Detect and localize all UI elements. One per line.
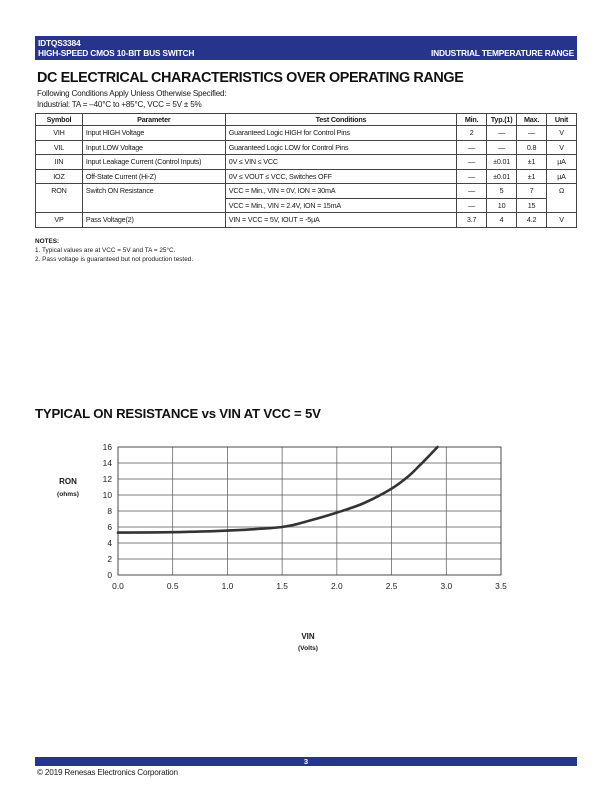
ron-curve	[118, 447, 438, 533]
y-tick-label: 6	[107, 522, 112, 532]
symbol-cell: VIL	[36, 140, 83, 155]
column-header: Symbol	[36, 114, 83, 126]
x-tick-label: 3.0	[440, 581, 453, 591]
max-cell: 4.2	[517, 213, 547, 228]
column-header: Min.	[457, 114, 487, 126]
y-tick-label: 0	[107, 570, 112, 580]
typ-cell: 4	[487, 213, 517, 228]
condition-cell: 0V ≤ VIN ≤ VCC	[225, 155, 456, 170]
x-tick-label: 0.0	[112, 581, 124, 591]
typ-cell: —	[487, 126, 517, 141]
min-cell: —	[457, 140, 487, 155]
parameter-cell: Off-State Current (Hi-Z)	[82, 169, 225, 184]
page-number: 3	[303, 757, 309, 766]
parameter-cell: Input Leakage Current (Control Inputs)	[82, 155, 225, 170]
condition-cell: Guaranteed Logic LOW for Control Pins	[225, 140, 456, 155]
part-number: IDTQS3384	[38, 38, 81, 48]
x-tick-label: 0.5	[166, 581, 179, 591]
y-axis-name: RON	[59, 477, 77, 486]
column-header: Typ.(1)	[487, 114, 517, 126]
part-description: HIGH-SPEED CMOS 10-BIT BUS SWITCH	[38, 48, 195, 58]
condition-cell: 0V ≤ VOUT ≤ VCC, Switches OFF	[225, 169, 456, 184]
industrial-conditions: Industrial: TA = –40°C to +85°C, VCC = 5V ± 5%	[37, 100, 202, 109]
typ-cell: ±0.01	[487, 169, 517, 184]
unit-cell: Ω	[547, 184, 577, 213]
min-cell: —	[457, 169, 487, 184]
parameter-cell: Switch ON Resistance	[82, 184, 225, 213]
symbol-cell: IOZ	[36, 169, 83, 184]
unit-cell: µA	[547, 169, 577, 184]
y-tick-label: 12	[102, 474, 112, 484]
temperature-range: INDUSTRIAL TEMPERATURE RANGE	[431, 48, 574, 58]
x-axis-name: VIN	[301, 632, 315, 641]
min-cell: —	[457, 155, 487, 170]
condition-cell: Guaranteed Logic HIGH for Control Pins	[225, 126, 456, 141]
max-cell: 15	[517, 198, 547, 213]
typ-cell: ±0.01	[487, 155, 517, 170]
condition-cell: VIN = VCC = 5V, IOUT = -5µA	[225, 213, 456, 228]
column-header: Test Conditions	[225, 114, 456, 126]
min-cell: 3.7	[457, 213, 487, 228]
unit-cell: V	[547, 140, 577, 155]
typ-cell: 10	[487, 198, 517, 213]
column-header: Unit	[547, 114, 577, 126]
note-item: 2. Pass voltage is guaranteed but not production tested.	[35, 256, 194, 263]
note-item: 1. Typical values are at VCC = 5V and TA = 25°C.	[35, 247, 176, 254]
unit-cell: V	[547, 213, 577, 228]
min-cell: —	[457, 184, 487, 199]
unit-cell: µA	[547, 155, 577, 170]
conditions-note: Following Conditions Apply Unless Otherwise Specified:	[37, 89, 227, 98]
y-tick-label: 4	[107, 538, 112, 548]
x-axis-unit: (Volts)	[297, 645, 319, 652]
section-title: DC ELECTRICAL CHARACTERISTICS OVER OPERATING RANGE	[37, 70, 464, 86]
page-number-bar	[35, 757, 577, 766]
unit-cell: V	[547, 126, 577, 141]
y-tick-label: 16	[102, 442, 112, 452]
symbol-cell: RON	[36, 184, 83, 213]
x-tick-label: 2.5	[385, 581, 398, 591]
parameter-cell: Input HIGH Voltage	[82, 126, 225, 141]
max-cell: ±1	[517, 169, 547, 184]
symbol-cell: IIN	[36, 155, 83, 170]
condition-cell: VCC = Min., VIN = 2.4V, ION = 15mA	[225, 198, 456, 213]
column-header: Parameter	[82, 114, 225, 126]
y-tick-label: 14	[102, 458, 112, 468]
x-tick-label: 1.0	[221, 581, 234, 591]
x-tick-label: 1.5	[276, 581, 288, 591]
y-axis-unit: (ohms)	[57, 491, 79, 498]
typ-cell: 5	[487, 184, 517, 199]
copyright: © 2019 Renesas Electronics Corporation	[37, 768, 178, 777]
condition-cell: VCC = Min., VIN = 0V, ION = 30mA	[225, 184, 456, 199]
y-tick-label: 10	[102, 490, 112, 500]
notes-heading: NOTES:	[35, 238, 60, 245]
max-cell: ±1	[517, 155, 547, 170]
symbol-cell: VP	[36, 213, 83, 228]
y-tick-label: 2	[107, 554, 112, 564]
min-cell: 2	[457, 126, 487, 141]
parameter-cell: Input LOW Voltage	[82, 140, 225, 155]
symbol-cell: VIH	[36, 126, 83, 141]
x-tick-label: 2.0	[331, 581, 343, 591]
max-cell: 0.8	[517, 140, 547, 155]
parameter-cell: Pass Voltage(2)	[82, 213, 225, 228]
x-tick-label: 3.5	[495, 581, 507, 591]
chart-title: TYPICAL ON RESISTANCE vs VIN AT VCC = 5V	[35, 406, 321, 421]
max-cell: 7	[517, 184, 547, 199]
max-cell: —	[517, 126, 547, 141]
min-cell: —	[457, 198, 487, 213]
typ-cell: —	[487, 140, 517, 155]
column-header: Max.	[517, 114, 547, 126]
y-tick-label: 8	[107, 506, 112, 516]
